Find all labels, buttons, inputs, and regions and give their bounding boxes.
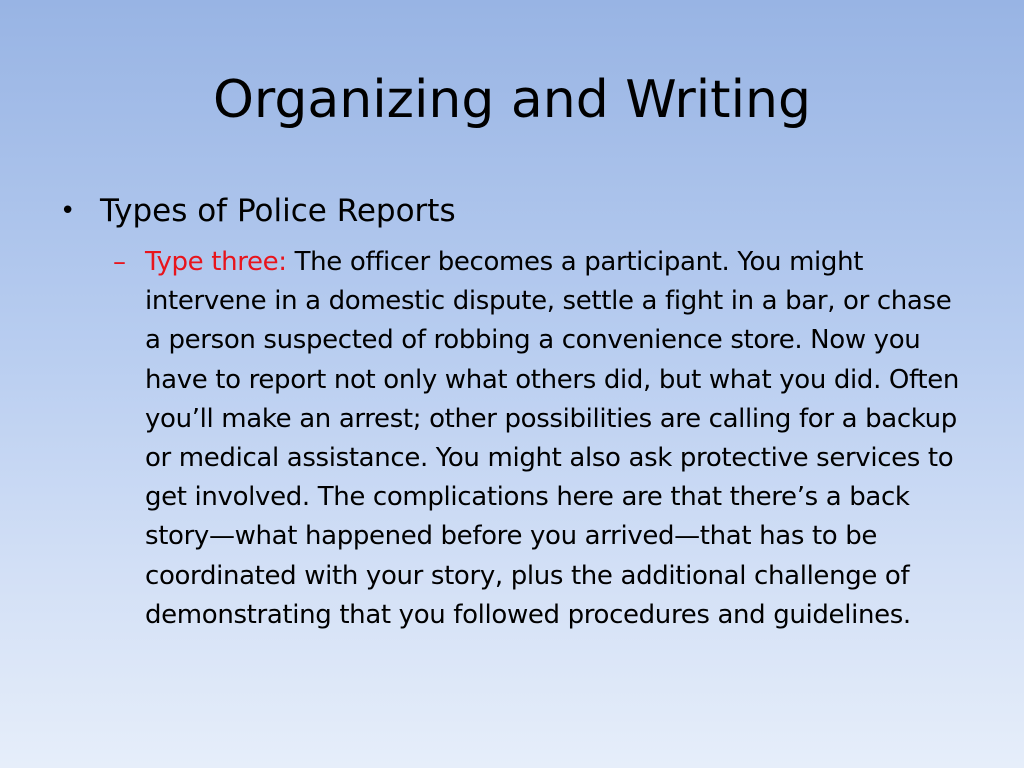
bullet-text: Types of Police Reports (100, 193, 456, 229)
sub-bullet-item (113, 243, 973, 635)
sub-bullet-body: The officer becomes a participant. You might intervene in a domestic dispute, settle a fight in a bar, or chase a person suspected of robbing a convenience store. Now you have to report not only what others did, but what you did. Often you’ll make an arrest; other possibilities are calling for a backup or medical assistance. You might also ask protective services to get involved. The complications here are that there’s a back story—what happened before you arrived—that has to be coordinated with your story, plus the additional challenge of demonstrating that you followed procedures and guidelines. (145, 247, 959, 630)
sub-bullet-lead: Type three: (145, 247, 287, 277)
bullet-icon: • (60, 196, 76, 226)
sub-bullet-text (145, 243, 973, 635)
bullet-item (60, 191, 980, 231)
slide-title: Organizing and Writing (213, 70, 811, 130)
dash-icon: – (113, 247, 126, 277)
